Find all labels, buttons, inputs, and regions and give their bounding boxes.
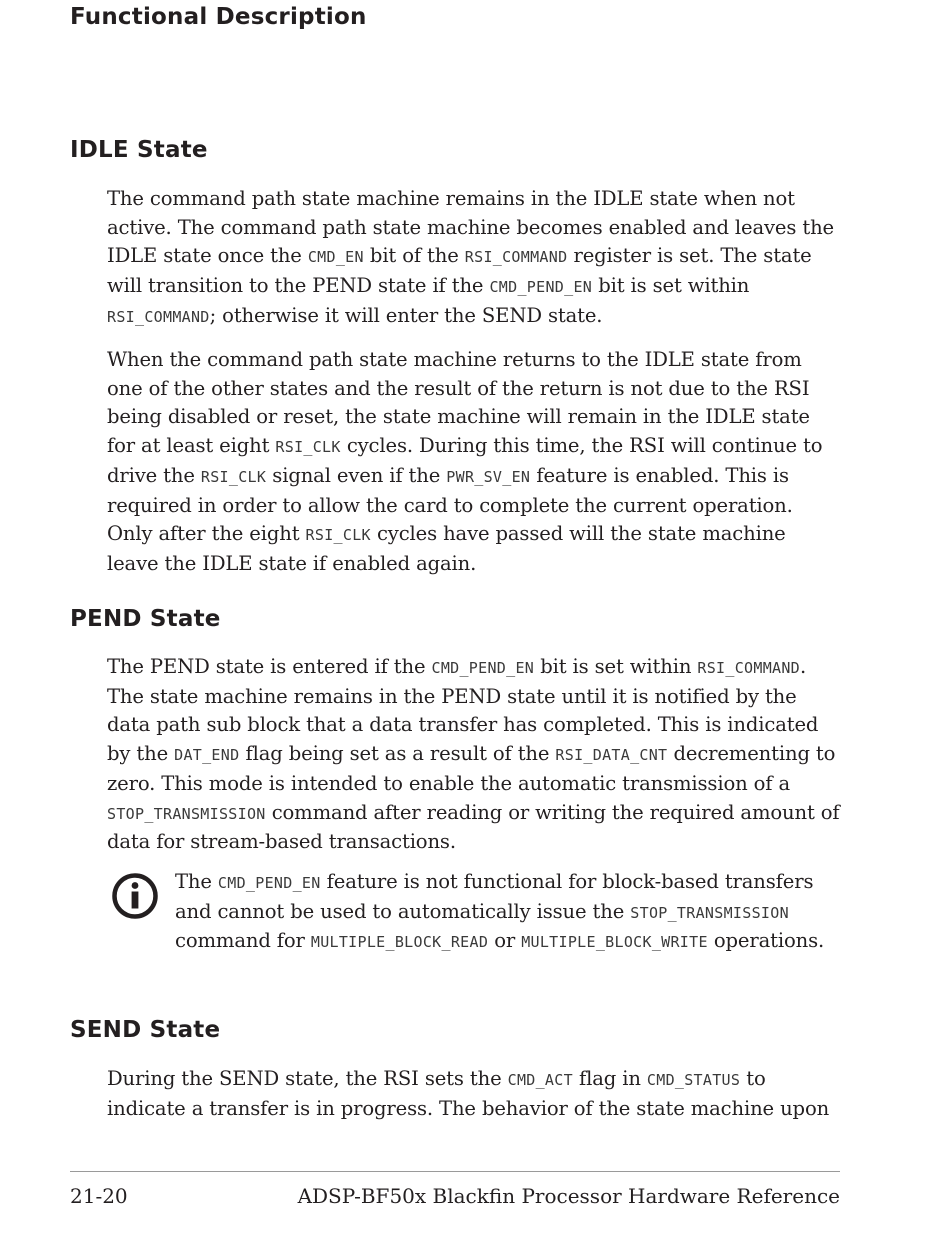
send-paragraph-1	[107, 1065, 842, 1123]
text-run: The command path state machine remains in the IDLE state when not active. The command path state machine becomes enabled and leaves the IDLE state once the	[107, 187, 841, 268]
register-name: CMD_ACT	[507, 1071, 573, 1089]
text-run: When the command path state machine returns to the IDLE state from one of the other states and the result of the return is not due to the RSI being disabled or reset, the state machine will remain in the IDLE state for at least eight	[107, 348, 816, 458]
register-name: RSI_DATA_CNT	[555, 746, 668, 765]
text-run: flag in	[572, 1067, 647, 1090]
register-name: CMD_PEND_EN	[217, 874, 321, 892]
register-name: STOP_TRANSMISSION	[107, 804, 266, 823]
text-run: feature is enabled. This is required in order to allow the card to complete the current operation. Only after the eight	[107, 463, 799, 546]
text-run: The	[175, 870, 218, 893]
register-name: DAT_END	[174, 746, 240, 765]
idle-paragraph-2	[107, 346, 842, 579]
text-run: cycles. During this time, the RSI will continue to drive the	[107, 434, 829, 487]
text-run: flag being set as a result of the	[239, 742, 556, 766]
register-name: CMD_PEND_EN	[431, 659, 535, 677]
register-name: CMD_PEND_EN	[489, 278, 593, 297]
text-run: ; otherwise it will enter the SEND state.	[209, 303, 603, 327]
register-name: RSI_CLK	[200, 467, 267, 486]
text-run: operations.	[707, 929, 825, 953]
text-run: . The state machine remains in the PEND state until it is notified by the data path sub block that a data transfer has completed. This is indicated by the	[107, 655, 825, 766]
text-run: signal even if the	[266, 463, 447, 487]
text-run: bit is set within	[592, 274, 756, 298]
register-name: RSI_COMMAND	[464, 248, 568, 267]
footer-divider	[70, 1171, 840, 1172]
text-run: The PEND state is entered if the	[107, 655, 432, 678]
pend-paragraph-1	[107, 653, 846, 857]
section-heading-pend: PEND State	[70, 606, 221, 632]
register-name: RSI_CLK	[305, 526, 371, 545]
text-run: to indicate a transfer is in progress. The behavior of the state machine upon	[107, 1067, 830, 1120]
register-name: CMD_STATUS	[646, 1071, 741, 1089]
text-run: or	[488, 929, 522, 953]
info-icon	[111, 872, 159, 920]
text-run: decrementing to zero. This mode is intended to enable the automatic transmission of a	[107, 742, 842, 795]
register-name: RSI_CLK	[275, 438, 341, 457]
register-name: MULTIPLE_BLOCK_READ	[310, 933, 489, 952]
document-title: ADSP-BF50x Blackfin Processor Hardware Reference	[297, 1184, 840, 1208]
register-name: PWR_SV_EN	[446, 467, 531, 486]
section-heading-idle: IDLE State	[70, 137, 208, 163]
register-name: MULTIPLE_BLOCK_WRITE	[521, 933, 708, 952]
text-run: command for	[175, 929, 311, 953]
note-text	[175, 868, 843, 957]
page-number: 21-20	[70, 1184, 128, 1208]
text-run: bit is set within	[534, 655, 698, 678]
text-run: command after reading or writing the required amount of data for stream-based transactions.	[107, 800, 846, 854]
text-run: register is set. The state will transition to the PEND state if the	[107, 244, 818, 298]
running-head: Functional Description	[70, 4, 367, 30]
text-run: cycles have passed will the state machine leave the IDLE state if enabled again.	[107, 522, 792, 575]
text-run: feature is not functional for block-based transfers and cannot be used to automatically issue the	[175, 870, 814, 923]
text-run: During the SEND state, the RSI sets the	[107, 1067, 508, 1090]
register-name: RSI_COMMAND	[107, 307, 210, 326]
section-heading-send: SEND State	[70, 1017, 221, 1043]
register-name: RSI_COMMAND	[697, 659, 801, 677]
idle-paragraph-1	[107, 185, 842, 332]
register-name: CMD_EN	[307, 248, 364, 267]
text-run: bit of the	[363, 244, 465, 268]
register-name: STOP_TRANSMISSION	[630, 903, 789, 922]
